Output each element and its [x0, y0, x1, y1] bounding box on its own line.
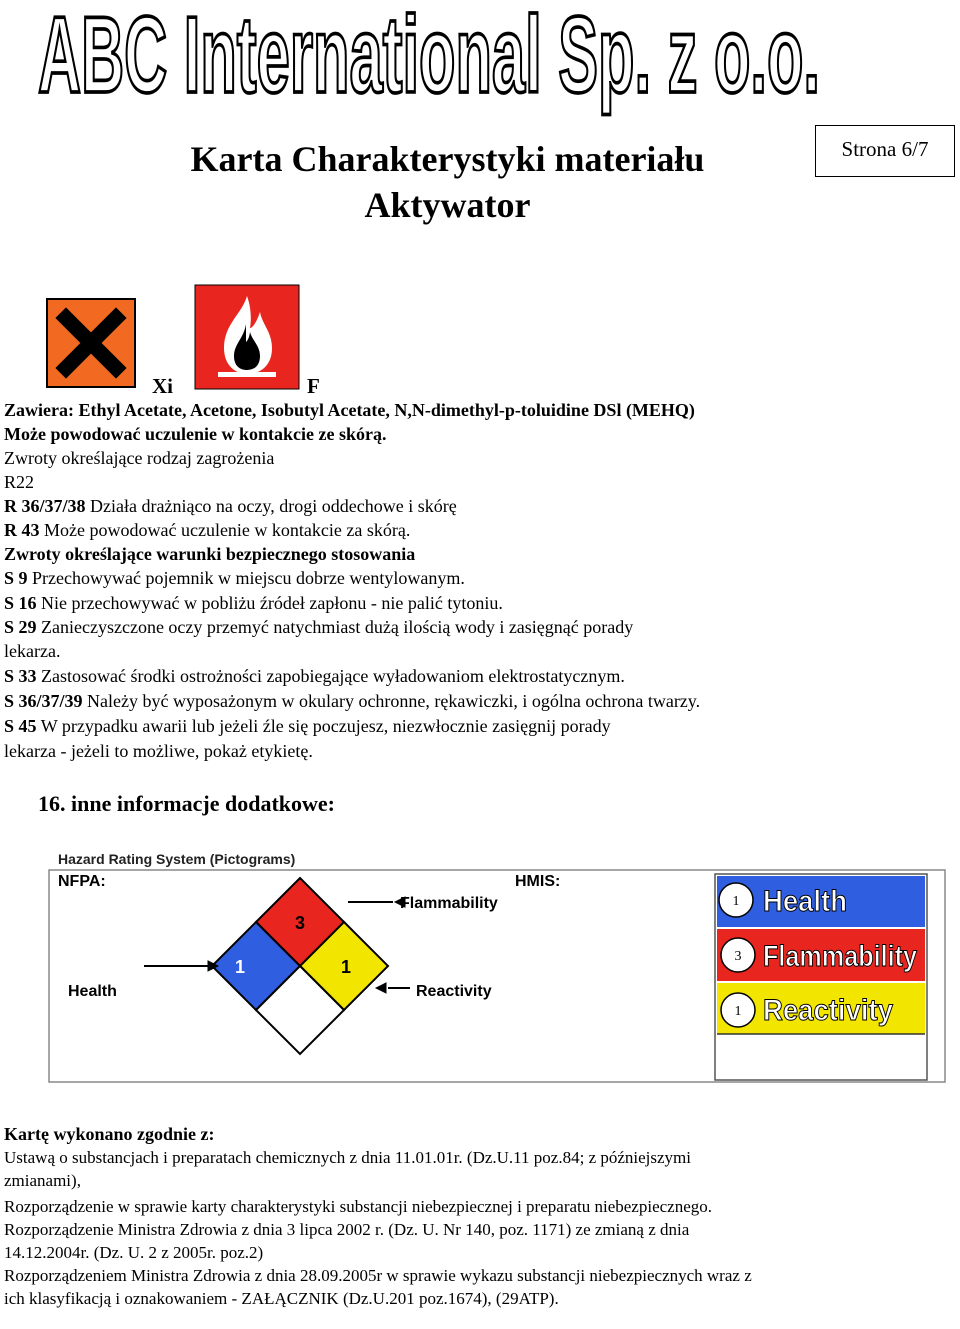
phrase-code: S 29 — [4, 617, 37, 637]
s-phrase — [4, 593, 503, 614]
compliance-line: Rozporządzenie Ministra Zdrowia z dnia 3 lipca 2002 r. (Dz. U. Nr 140, poz. 1171) ze zmianą z dnia — [4, 1220, 690, 1239]
s-phrases-heading: Zwroty określające warunki bezpiecznego stosowania — [4, 544, 416, 564]
phrase-text: Może powodować uczulenie w kontakcie za skórą. — [39, 520, 411, 540]
phrase-code: S 9 — [4, 568, 28, 588]
r-phrase — [4, 496, 457, 517]
company-name: ABC International Sp. z o.o. — [38, 0, 820, 116]
nfpa-reactivity-value: 1 — [340, 957, 352, 977]
nfpa-reactivity-label: Reactivity — [416, 983, 492, 1000]
hmis-reactivity-label: Reactivity — [763, 994, 894, 1027]
phrase-text: Nie przechowywać w pobliżu źródeł zapłonu - nie palić tytoniu. — [36, 593, 503, 613]
phrase-text: Przechowywać pojemnik w miejscu dobrze wentylowanym. — [27, 568, 465, 588]
hmis-flammability-value: 3 — [734, 949, 742, 964]
r-phrases-heading: Zwroty określające rodzaj zagrożenia — [4, 448, 275, 468]
r-phrase — [4, 520, 410, 541]
symbol-code-xi: Xi — [152, 374, 173, 398]
sensitization-line: Może powodować uczulenie w kontakcie ze skórą. — [4, 424, 387, 444]
hmis-label: HMIS: — [515, 873, 561, 890]
phrase-code: S 45 — [4, 716, 37, 736]
r-phrase: R22 — [4, 472, 35, 492]
phrase-text: Należy być wyposażonym w okulary ochronne, rękawiczki, i ogólna ochrona twarzy. — [82, 691, 701, 711]
hazard-rating-pictogram — [48, 848, 946, 1084]
phrase-text: Zastosować środki ostrożności zapobiegające wyładowaniom elektrostatycznym. — [36, 666, 625, 686]
nfpa-label: NFPA: — [58, 873, 106, 890]
s-phrase-continued: lekarza - jeżeli to możliwe, pokaż etykietę. — [4, 741, 313, 761]
s-phrase — [4, 691, 700, 712]
nfpa-health-label: Health — [68, 983, 117, 1000]
compliance-line: zmianami), — [4, 1171, 81, 1190]
compliance-line: Rozporządzeniem Ministra Zdrowia z dnia 28.09.2005r w sprawie wykazu substancji niebezpiecznych wraz z — [4, 1266, 752, 1285]
phrase-code: R 36/37/38 — [4, 496, 86, 516]
contains-line: Zawiera: Ethyl Acetate, Acetone, Isobutyl Acetate, N,N-dimethyl-p-toluidine DSl (MEHQ) — [4, 400, 695, 420]
page-number: Strona 6/7 — [841, 137, 929, 161]
phrase-code: R 43 — [4, 520, 40, 540]
company-logo — [36, 0, 826, 120]
phrase-text: Działa drażniąco na oczy, drogi oddechowe i skórę — [85, 496, 457, 516]
compliance-line: Ustawą o substancjach i preparatach chemicznych z dnia 11.01.01r. (Dz.U.11 poz.84; z późniejszymi — [4, 1148, 692, 1167]
s-phrase — [4, 568, 465, 589]
section-16-heading: 16. inne informacje dodatkowe: — [38, 791, 335, 816]
symbol-code-f: F — [307, 374, 320, 398]
s-phrase — [4, 617, 633, 638]
hmis-health-label: Health — [763, 885, 847, 918]
compliance-line: ich klasyfikacją i oznakowaniem - ZAŁĄCZNIK (Dz.U.201 poz.1674), (29ATP). — [4, 1289, 559, 1308]
compliance-line: 14.12.2004r. (Dz. U. 2 z 2005r. poz.2) — [4, 1243, 264, 1262]
phrase-text: W przypadku awarii lub jeżeli źle się poczujesz, niezwłocznie zasięgnij porady — [36, 716, 611, 736]
s-phrase — [4, 666, 625, 687]
s-phrase-continued: lekarza. — [4, 641, 61, 661]
phrase-text: Zanieczyszczone oczy przemyć natychmiast dużą ilością wody i zasięgnąć porady — [36, 617, 634, 637]
phrase-code: S 16 — [4, 593, 37, 613]
nfpa-flammability-label: Flammability — [400, 895, 498, 912]
hmis-health-value: 1 — [732, 894, 740, 909]
phrase-code: S 36/37/39 — [4, 691, 83, 711]
product-name: Aktywator — [364, 185, 531, 225]
nfpa-flammability-value: 3 — [294, 913, 306, 933]
compliance-heading: Kartę wykonano zgodnie z: — [4, 1124, 215, 1144]
hrs-title: Hazard Rating System (Pictograms) — [58, 851, 296, 867]
hmis-reactivity-value: 1 — [734, 1004, 742, 1019]
nfpa-health-value: 1 — [234, 957, 246, 977]
phrase-code: S 33 — [4, 666, 37, 686]
compliance-line: Rozporządzenie w sprawie karty charakterystyki substancji niebezpiecznej i preparatu niebezpiecznego. — [4, 1197, 713, 1216]
flame-icon — [194, 284, 300, 390]
hmis-flammability-label: Flammability — [763, 940, 918, 973]
document-title: Karta Charakterystyki materiału — [190, 139, 705, 179]
harmful-x-icon — [46, 298, 136, 388]
s-phrase — [4, 716, 611, 737]
